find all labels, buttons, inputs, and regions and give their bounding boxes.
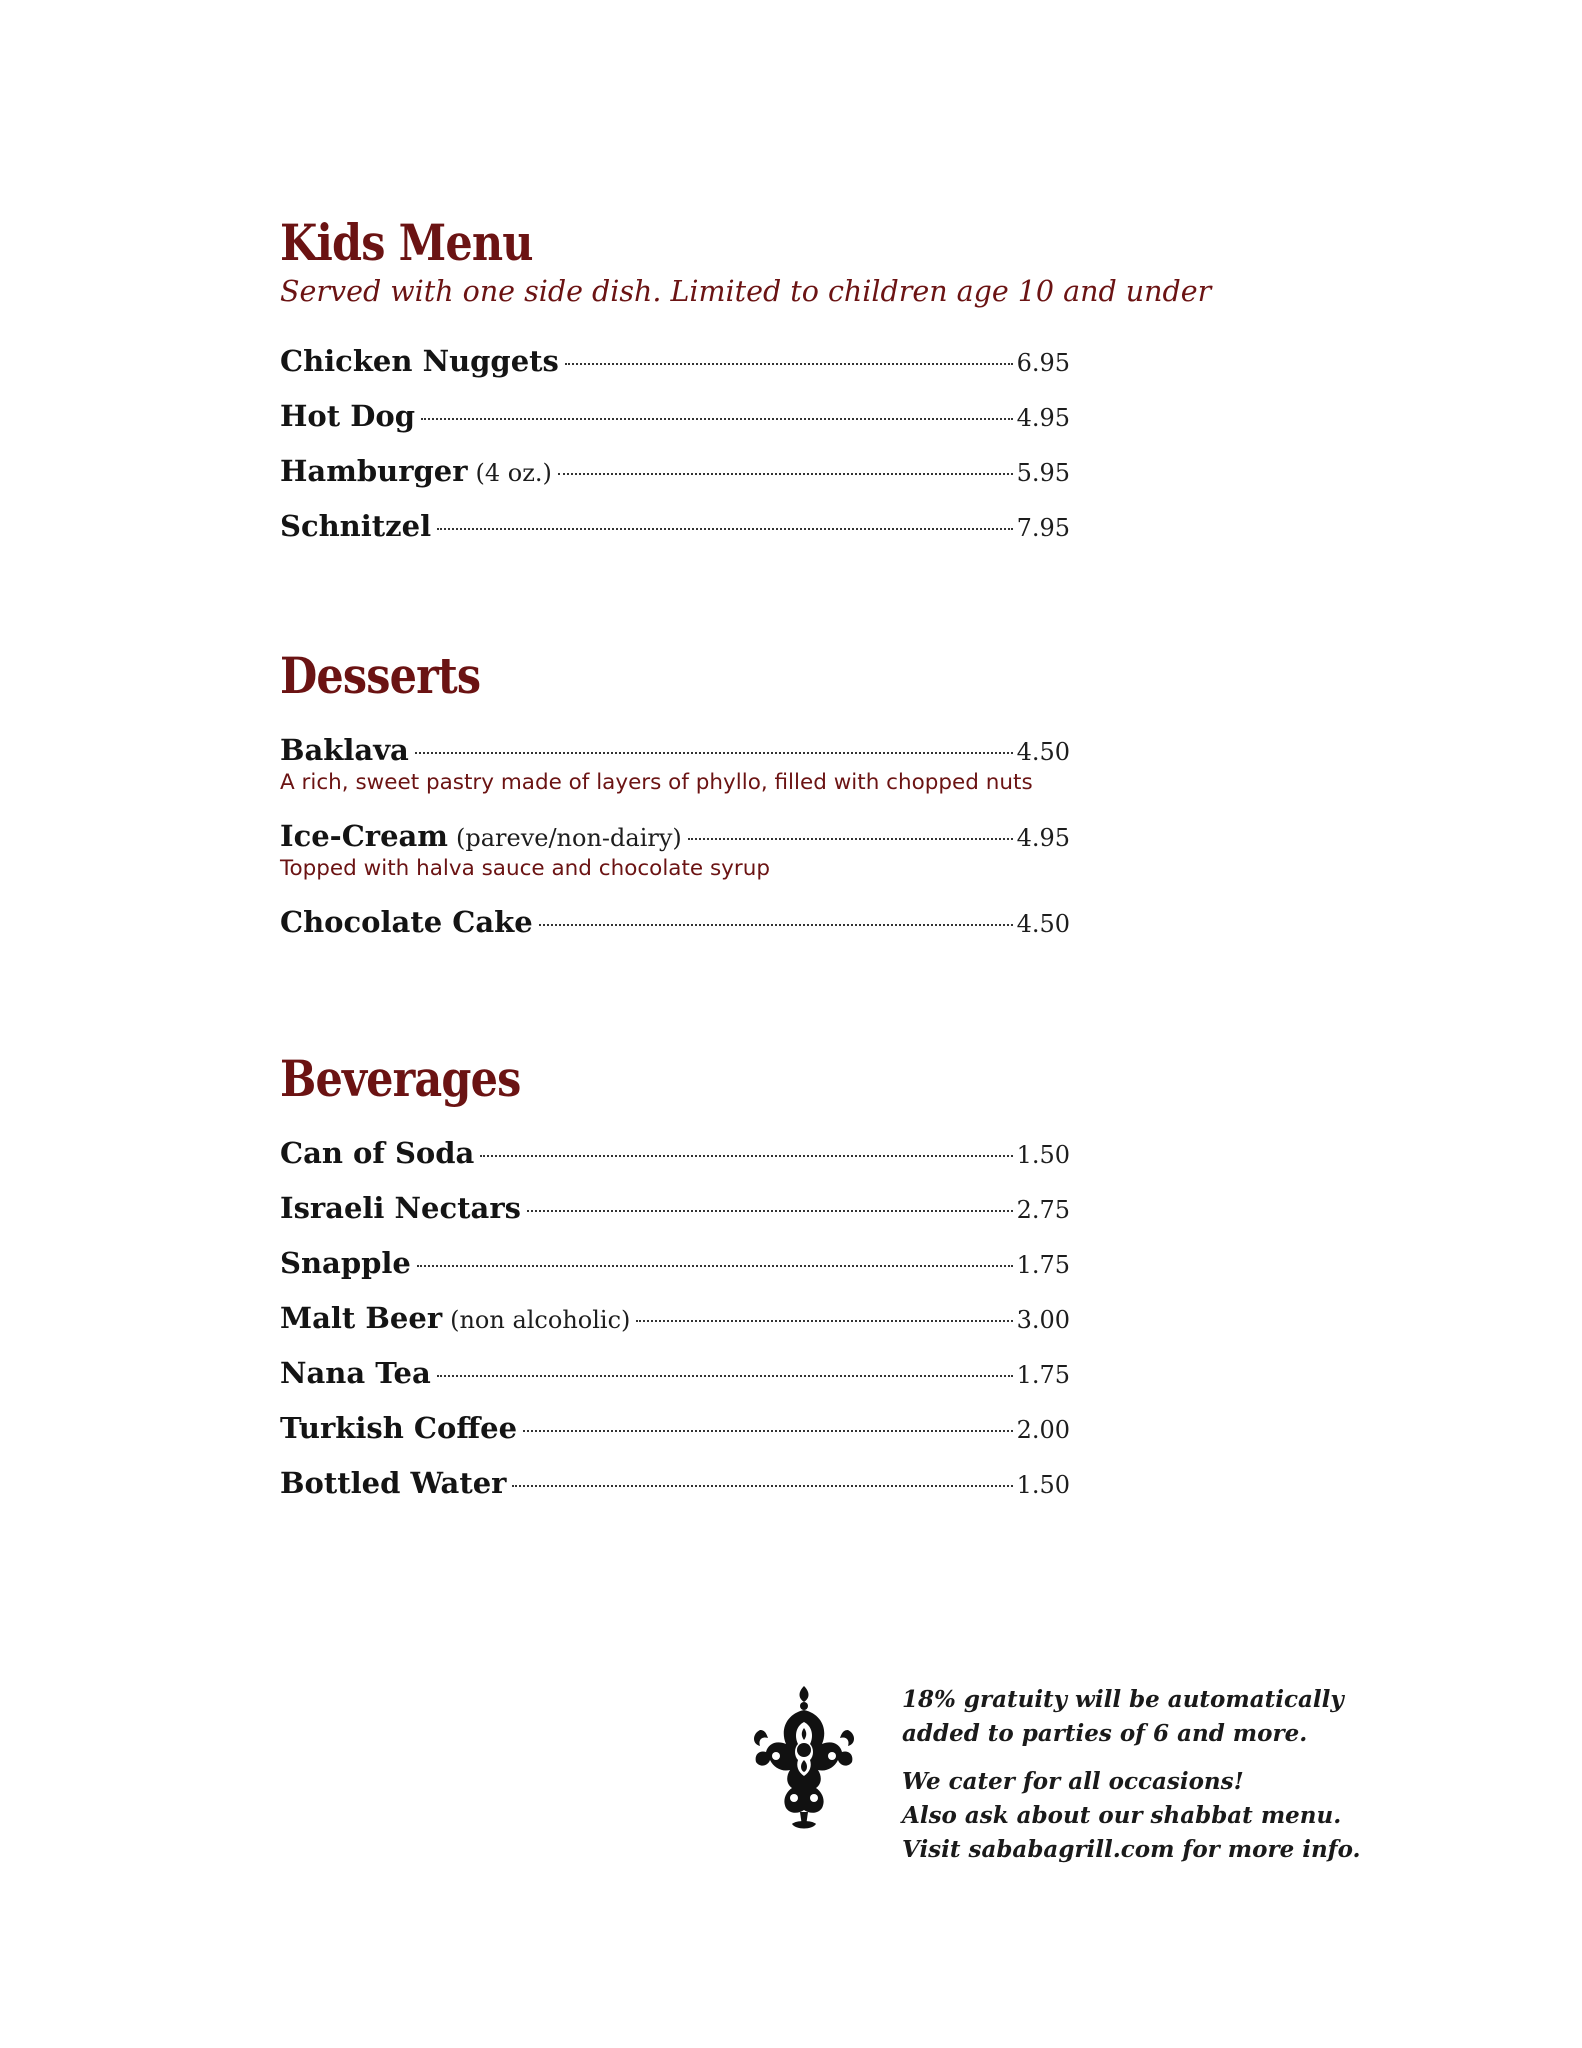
item-name: Can of Soda (280, 1136, 475, 1170)
menu-item (280, 395, 1070, 450)
item-name: Turkish Coffee (280, 1411, 518, 1445)
dot-leader (539, 924, 1013, 926)
item-price: 1.50 (1016, 1141, 1070, 1169)
menu-item (280, 1407, 1070, 1462)
item-name: Nana Tea (280, 1356, 431, 1390)
footer-notes (902, 1683, 1422, 1881)
item-price: 6.95 (1016, 349, 1070, 377)
item-name: Ice-Cream (280, 819, 448, 853)
menu-item (280, 901, 1070, 956)
dot-leader (527, 1210, 1013, 1212)
item-price: 4.50 (1016, 910, 1070, 938)
menu-item (280, 1297, 1070, 1352)
menu-item (280, 340, 1070, 395)
item-note: (non alcoholic) (450, 1306, 631, 1334)
dot-leader (636, 1320, 1012, 1322)
dot-leader (565, 363, 1013, 365)
item-price: 1.75 (1016, 1361, 1070, 1389)
dot-leader (417, 1265, 1013, 1267)
kids-menu-title: Kids Menu (280, 213, 533, 272)
dot-leader (421, 418, 1013, 420)
gratuity-line-2: added to parties of 6 and more. (902, 1720, 1308, 1747)
kids-menu-items (280, 340, 1070, 560)
item-name: Malt Beer (280, 1301, 443, 1335)
item-name: Bottled Water (280, 1466, 507, 1500)
item-name: Schnitzel (280, 509, 432, 543)
beverages-title: Beverages (280, 1049, 521, 1108)
item-price: 4.95 (1016, 824, 1070, 852)
item-price: 2.75 (1016, 1196, 1070, 1224)
gratuity-line-1: 18% gratuity will be automatically (902, 1686, 1344, 1713)
item-price: 2.00 (1016, 1416, 1070, 1444)
beverages-section (280, 1048, 1070, 1517)
menu-item (280, 1242, 1070, 1297)
item-name: Chocolate Cake (280, 905, 533, 939)
item-name: Israeli Nectars (280, 1191, 521, 1225)
desserts-items (280, 729, 1070, 956)
beverages-items (280, 1132, 1070, 1517)
menu-item (280, 1352, 1070, 1407)
catering-note (902, 1765, 1422, 1867)
dot-leader (480, 1155, 1012, 1157)
item-note: (4 oz.) (475, 459, 552, 487)
gratuity-note (902, 1683, 1422, 1751)
item-description: A rich, sweet pastry made of layers of phyllo, filled with chopped nuts (280, 770, 1033, 795)
desserts-section (280, 645, 1070, 956)
cater-line-3: Visit sababagrill.com for more info. (902, 1836, 1361, 1863)
menu-item (280, 1462, 1070, 1517)
item-price: 1.50 (1016, 1471, 1070, 1499)
menu-item (280, 1187, 1070, 1242)
item-name: Hamburger (280, 454, 468, 488)
item-description: Topped with halva sauce and chocolate syrup (280, 856, 771, 881)
dot-leader (558, 473, 1013, 475)
damask-ornament-icon (746, 1684, 862, 1834)
menu-item (280, 505, 1070, 560)
item-name: Hot Dog (280, 399, 416, 433)
dot-leader (688, 838, 1013, 840)
menu-item (280, 815, 1070, 901)
menu-item (280, 450, 1070, 505)
dot-leader (437, 528, 1012, 530)
dot-leader (523, 1430, 1013, 1432)
item-name: Chicken Nuggets (280, 344, 559, 378)
item-price: 7.95 (1016, 514, 1070, 542)
item-price: 4.95 (1016, 404, 1070, 432)
menu-item (280, 1132, 1070, 1187)
cater-line-1: We cater for all occasions! (902, 1768, 1244, 1795)
item-price: 1.75 (1016, 1251, 1070, 1279)
kids-menu-section (280, 212, 1212, 560)
item-note: (pareve/non-dairy) (456, 824, 682, 852)
item-price: 3.00 (1016, 1306, 1070, 1334)
item-name: Snapple (280, 1246, 411, 1280)
menu-item (280, 729, 1070, 815)
item-name: Baklava (280, 733, 409, 767)
item-price: 4.50 (1016, 738, 1070, 766)
item-price: 5.95 (1016, 459, 1070, 487)
dot-leader (415, 752, 1013, 754)
kids-menu-subtitle: Served with one side dish. Limited to children age 10 and under (280, 275, 1212, 308)
cater-line-2: Also ask about our shabbat menu. (902, 1802, 1342, 1829)
desserts-title: Desserts (280, 646, 481, 705)
dot-leader (512, 1485, 1012, 1487)
dot-leader (437, 1375, 1013, 1377)
